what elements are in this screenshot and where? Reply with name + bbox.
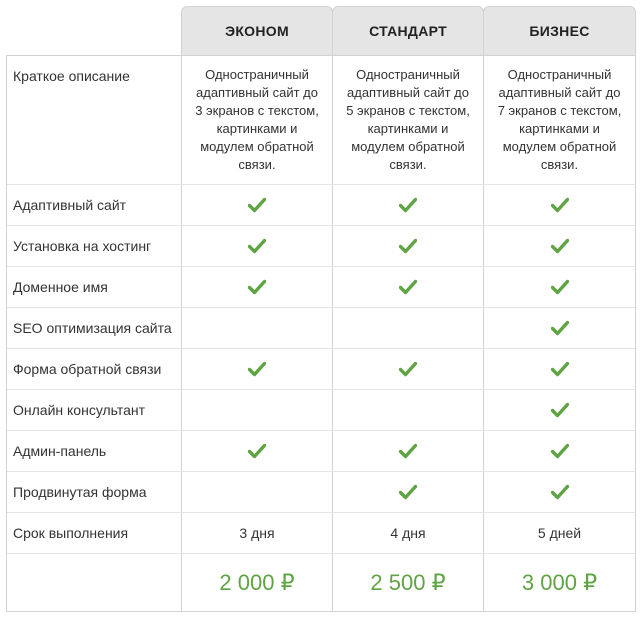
check-icon [399, 361, 417, 377]
check-icon [248, 361, 266, 377]
term-value: 4 дня [333, 513, 484, 553]
check-icon [248, 279, 266, 295]
term-row [7, 512, 635, 553]
check-icon [248, 443, 266, 459]
feature-included-cell [333, 226, 484, 266]
feature-included-cell [333, 349, 484, 389]
feature-row [7, 430, 635, 471]
feature-included-cell [182, 267, 333, 307]
feature-row [7, 307, 635, 348]
feature-included-cell [484, 390, 635, 430]
feature-row [7, 471, 635, 512]
feature-excluded-cell [182, 308, 333, 348]
feature-included-cell [484, 267, 635, 307]
feature-included-cell [484, 226, 635, 266]
check-icon [551, 402, 569, 418]
price-row [7, 553, 635, 611]
pricing-table [6, 6, 636, 612]
plan-price: 2 000 ₽ [182, 554, 333, 611]
feature-row [7, 266, 635, 307]
check-icon [551, 484, 569, 500]
check-icon [551, 443, 569, 459]
check-icon [399, 443, 417, 459]
feature-included-cell [182, 431, 333, 471]
feature-included-cell [484, 185, 635, 225]
features-grid [6, 55, 636, 612]
feature-excluded-cell [182, 390, 333, 430]
feature-included-cell [484, 472, 635, 512]
feature-label: Установка на хостинг [7, 226, 182, 266]
feature-included-cell [484, 431, 635, 471]
feature-included-cell [484, 349, 635, 389]
feature-included-cell [484, 308, 635, 348]
feature-label: Форма обратной связи [7, 349, 182, 389]
check-icon [399, 197, 417, 213]
check-icon [551, 320, 569, 336]
plan-description: Одностраничный адаптивный сайт до 7 экранов с текстом, картинками и модулем обратной связи. [497, 67, 622, 172]
feature-included-cell [182, 185, 333, 225]
feature-excluded-cell [333, 308, 484, 348]
plan-header-business: БИЗНЕС [483, 6, 636, 56]
feature-excluded-cell [333, 390, 484, 430]
feature-label: Админ-панель [7, 431, 182, 471]
check-icon [551, 197, 569, 213]
price-label-empty [7, 554, 182, 611]
feature-label: SEO оптимизация сайта [7, 308, 182, 348]
feature-included-cell [182, 226, 333, 266]
check-icon [248, 197, 266, 213]
check-icon [551, 279, 569, 295]
check-icon [399, 238, 417, 254]
term-value: 3 дня [182, 513, 333, 553]
feature-row [7, 225, 635, 266]
check-icon [399, 279, 417, 295]
plan-description: Одностраничный адаптивный сайт до 5 экранов с текстом, картинками и модулем обратной связи. [333, 56, 484, 184]
check-icon [399, 484, 417, 500]
plan-price: 2 500 ₽ [333, 554, 484, 611]
plan-price: 3 000 ₽ [521, 569, 598, 595]
feature-label: Адаптивный сайт [7, 185, 182, 225]
feature-included-cell [333, 431, 484, 471]
feature-included-cell [333, 185, 484, 225]
check-icon [551, 361, 569, 377]
check-icon [551, 238, 569, 254]
feature-label: Доменное имя [7, 267, 182, 307]
feature-label: Срок выполнения [7, 513, 182, 553]
description-row [7, 56, 635, 184]
feature-rows [7, 184, 635, 512]
feature-row [7, 348, 635, 389]
feature-included-cell [333, 472, 484, 512]
feature-included-cell [333, 267, 484, 307]
plan-description: Одностраничный адаптивный сайт до 3 экранов с текстом, картинками и модулем обратной связи. [182, 56, 333, 184]
feature-label: Краткое описание [7, 56, 182, 184]
term-value: 5 дней [537, 525, 582, 541]
feature-label: Продвинутая форма [7, 472, 182, 512]
plan-header-standard: СТАНДАРТ [332, 6, 484, 56]
check-icon [248, 238, 266, 254]
feature-row [7, 184, 635, 225]
feature-excluded-cell [182, 472, 333, 512]
feature-included-cell [182, 349, 333, 389]
feature-row [7, 389, 635, 430]
feature-label: Онлайн консультант [7, 390, 182, 430]
plan-header-econom: ЭКОНОМ [181, 6, 333, 56]
